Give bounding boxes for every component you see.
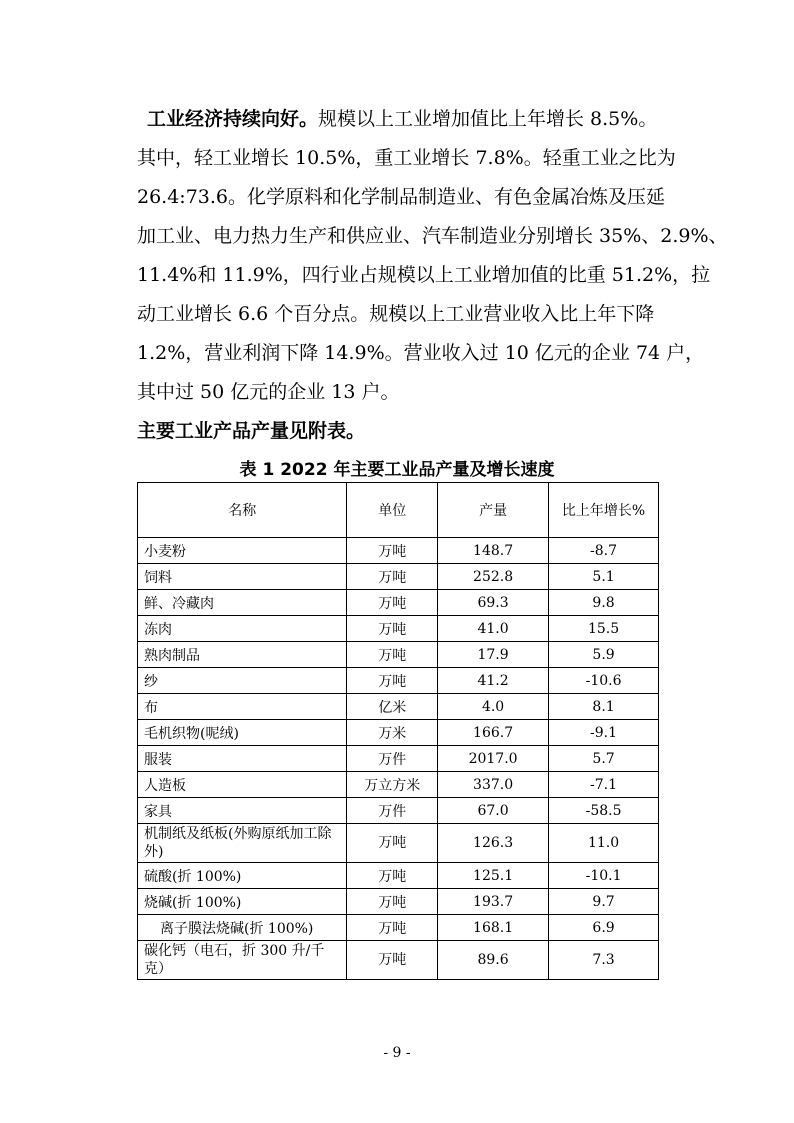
paragraph-line-text: 11.4%和 11.9%，四行业占规模以上工业增加值的比重 51.2%，拉 xyxy=(137,264,711,286)
table-row xyxy=(138,538,659,564)
cell-name: 冻肉 xyxy=(138,616,347,642)
table-row xyxy=(138,915,659,941)
cell-unit: 万吨 xyxy=(347,824,438,863)
header-unit: 单位 xyxy=(347,483,438,538)
cell-output: 89.6 xyxy=(438,941,549,980)
header-output: 产量 xyxy=(438,483,549,538)
header-growth: 比上年增长% xyxy=(549,483,659,538)
cell-output: 125.1 xyxy=(438,863,549,889)
cell-name: 离子膜法烧碱(折 100%) xyxy=(138,915,347,941)
cell-growth: 8.1 xyxy=(549,694,659,720)
cell-unit: 万吨 xyxy=(347,941,438,980)
industrial-products-table xyxy=(137,482,659,980)
paragraph-lead: 工业经济持续向好。 xyxy=(147,108,319,130)
cell-growth: 5.1 xyxy=(549,564,659,590)
table-caption: 表 1 2022 年主要工业品产量及增长速度 xyxy=(239,460,555,480)
cell-unit: 万吨 xyxy=(347,616,438,642)
table-body xyxy=(138,538,659,980)
cell-name: 人造板 xyxy=(138,772,347,798)
paragraph-line-text: 26.4:73.6。化学原料和化学制品制造业、有色金属冶炼及压延 xyxy=(137,186,666,208)
cell-output: 17.9 xyxy=(438,642,549,668)
cell-output: 4.0 xyxy=(438,694,549,720)
cell-name: 碳化钙（电石，折 300 升/千克） xyxy=(138,941,347,980)
cell-name: 布 xyxy=(138,694,347,720)
table-row xyxy=(138,889,659,915)
cell-growth: 5.9 xyxy=(549,642,659,668)
cell-growth: 7.3 xyxy=(549,941,659,980)
paragraph-line xyxy=(137,217,728,256)
cell-growth: 11.0 xyxy=(549,824,659,863)
cell-output: 148.7 xyxy=(438,538,549,564)
cell-output: 67.0 xyxy=(438,798,549,824)
paragraph-line xyxy=(137,295,697,334)
paragraph-appendix-note: 主要工业产品产量见附表。 xyxy=(137,420,366,442)
cell-unit: 万件 xyxy=(347,798,438,824)
cell-growth: 6.9 xyxy=(549,915,659,941)
table-row xyxy=(138,694,659,720)
paragraph-line xyxy=(137,139,697,178)
cell-unit: 万件 xyxy=(347,746,438,772)
cell-output: 337.0 xyxy=(438,772,549,798)
table-row xyxy=(138,824,659,863)
cell-growth: -10.1 xyxy=(549,863,659,889)
cell-unit: 万立方米 xyxy=(347,772,438,798)
cell-unit: 万吨 xyxy=(347,889,438,915)
table-row xyxy=(138,564,659,590)
cell-output: 252.8 xyxy=(438,564,549,590)
table-row xyxy=(138,746,659,772)
cell-output: 69.3 xyxy=(438,590,549,616)
cell-growth: -7.1 xyxy=(549,772,659,798)
cell-name: 机制纸及纸板(外购原纸加工除外) xyxy=(138,824,347,863)
table-row xyxy=(138,668,659,694)
paragraph-line-text: 规模以上工业增加值比上年增长 8.5%。 xyxy=(318,108,658,130)
cell-unit: 万吨 xyxy=(347,564,438,590)
cell-unit: 万吨 xyxy=(347,538,438,564)
cell-name: 服装 xyxy=(138,746,347,772)
cell-output: 41.0 xyxy=(438,616,549,642)
header-name: 名称 xyxy=(138,483,347,538)
table-row xyxy=(138,642,659,668)
cell-growth: -10.6 xyxy=(549,668,659,694)
table-row xyxy=(138,590,659,616)
cell-name: 烧碱(折 100%) xyxy=(138,889,347,915)
paragraph-line xyxy=(137,100,697,139)
table-row xyxy=(138,772,659,798)
cell-output: 41.2 xyxy=(438,668,549,694)
paragraph-line xyxy=(137,178,697,217)
cell-name: 纱 xyxy=(138,668,347,694)
cell-unit: 亿米 xyxy=(347,694,438,720)
cell-growth: -8.7 xyxy=(549,538,659,564)
cell-name: 熟肉制品 xyxy=(138,642,347,668)
table-header-row xyxy=(138,483,659,538)
paragraph-line-text: 动工业增长 6.6 个百分点。规模以上工业营业收入比上年下降 xyxy=(137,303,655,325)
page-number: - 9 - xyxy=(383,1045,411,1061)
cell-output: 166.7 xyxy=(438,720,549,746)
cell-output: 126.3 xyxy=(438,824,549,863)
cell-growth: 15.5 xyxy=(549,616,659,642)
table-row xyxy=(138,616,659,642)
table-row xyxy=(138,863,659,889)
cell-name: 硫酸(折 100%) xyxy=(138,863,347,889)
cell-growth: 5.7 xyxy=(549,746,659,772)
table-row xyxy=(138,720,659,746)
paragraph-line-text: 加工业、电力热力生产和供应业、汽车制造业分别增长 35%、2.9%、 xyxy=(137,225,728,247)
paragraph-line xyxy=(137,373,697,412)
cell-unit: 万吨 xyxy=(347,915,438,941)
cell-unit: 万吨 xyxy=(347,863,438,889)
cell-growth: 9.8 xyxy=(549,590,659,616)
cell-unit: 万米 xyxy=(347,720,438,746)
cell-name: 毛机织物(呢绒) xyxy=(138,720,347,746)
cell-name: 家具 xyxy=(138,798,347,824)
cell-growth: -58.5 xyxy=(549,798,659,824)
cell-unit: 万吨 xyxy=(347,590,438,616)
table-row xyxy=(138,941,659,980)
cell-output: 193.7 xyxy=(438,889,549,915)
paragraph-line xyxy=(137,256,711,295)
cell-growth: -9.1 xyxy=(549,720,659,746)
cell-name: 鲜、冷藏肉 xyxy=(138,590,347,616)
paragraph-line-text: 1.2%，营业利润下降 14.9%。营业收入过 10 亿元的企业 74 户， xyxy=(137,342,705,364)
cell-unit: 万吨 xyxy=(347,642,438,668)
paragraph-line-text: 其中过 50 亿元的企业 13 户。 xyxy=(137,381,400,403)
cell-name: 饲料 xyxy=(138,564,347,590)
paragraph-line-text: 其中，轻工业增长 10.5%，重工业增长 7.8%。轻重工业之比为 xyxy=(137,147,676,169)
cell-output: 168.1 xyxy=(438,915,549,941)
paragraph-line xyxy=(137,334,705,373)
cell-unit: 万吨 xyxy=(347,668,438,694)
cell-output: 2017.0 xyxy=(438,746,549,772)
paragraph-industrial-economy xyxy=(137,100,728,412)
cell-growth: 9.7 xyxy=(549,889,659,915)
cell-name: 小麦粉 xyxy=(138,538,347,564)
table-row xyxy=(138,798,659,824)
